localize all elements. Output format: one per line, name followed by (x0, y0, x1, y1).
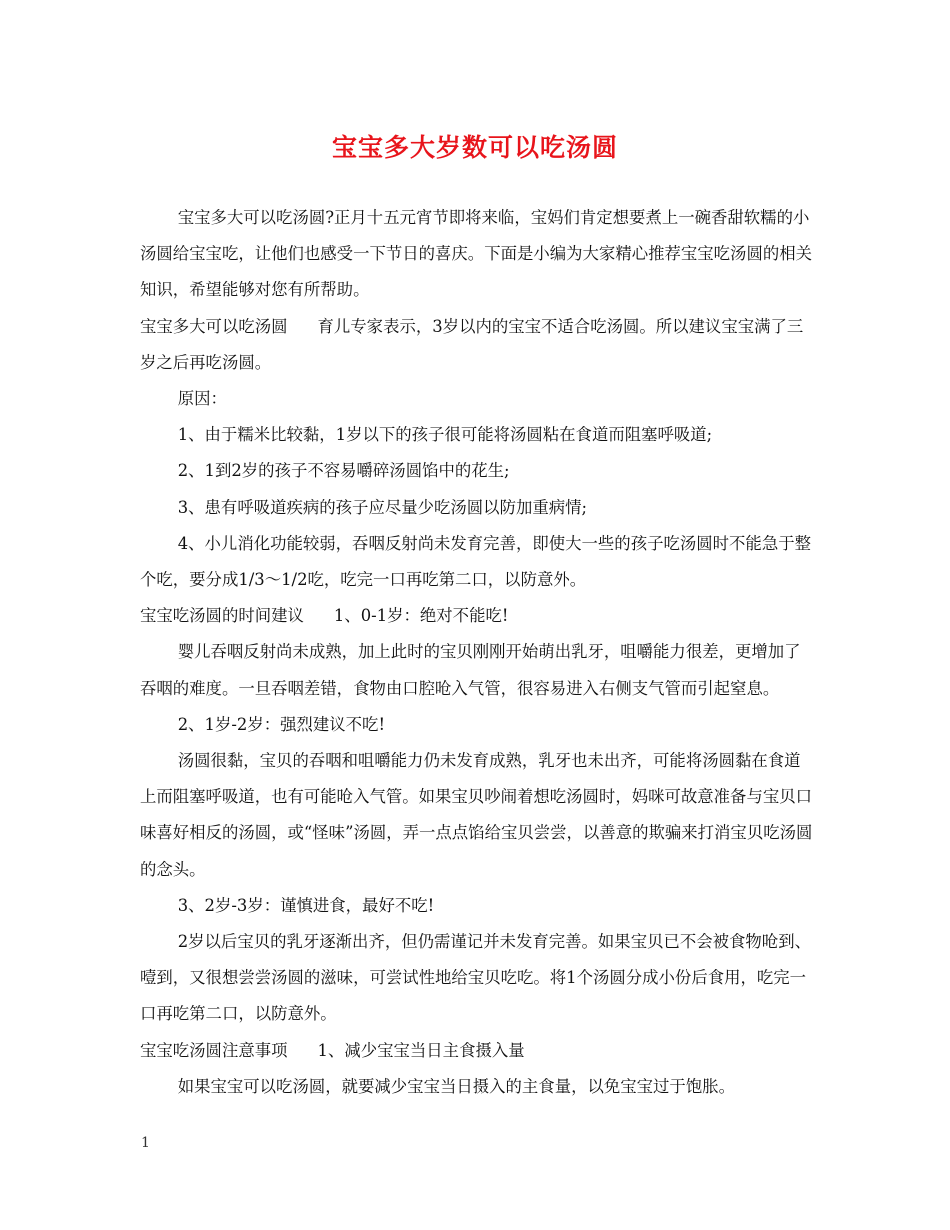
section2-item-1: 1、0-1岁：绝对不能吃! (333, 606, 509, 626)
document-title: 宝宝多大岁数可以吃汤圆 (331, 133, 618, 162)
reason-item-2: 2、1到2岁的孩子不容易嚼碎汤圆馅中的花生; (177, 461, 510, 481)
section2-text-3: 2岁以后宝贝的乳牙逐渐出齐，但仍需谨记并未发育完善。如果宝贝已不会被食物呛到、噎到，又很想尝尝汤圆的滋味，可尝试性地给宝贝吃吃。将1个汤圆分成小份后食用，吃完一口再吃第二口，以防意外。 (140, 932, 811, 1024)
intro-paragraph: 宝宝多大可以吃汤圆?正月十五元宵节即将来临，宝妈们肯定想要煮上一碗香甜软糯的小汤圆给宝宝吃，让他们也感受一下节日的喜庆。下面是小编为大家精心推荐宝宝吃汤圆的相关知识，希望能够对您有所帮助。 (140, 208, 813, 300)
section1-text: 育儿专家表示，3岁以内的宝宝不适合吃汤圆。所以建议宝宝满了三岁之后再吃汤圆。 (140, 316, 804, 372)
section2-paragraph (140, 598, 816, 634)
section2-item-2: 2、1岁-2岁：强烈建议不吃! (177, 714, 386, 734)
page-number: 1 (141, 1135, 150, 1151)
section3-item-1: 1、减少宝宝当日主食摄入量 (317, 1040, 525, 1060)
section2-text-1: 婴儿吞咽反射尚未成熟，加上此时的宝贝刚刚开始萌出乳牙，咀嚼能力很差，更增加了吞咽的难度。一旦吞咽差错，食物由口腔呛入气管，很容易进入右侧支气管而引起窒息。 (140, 642, 801, 698)
section3-heading: 宝宝吃汤圆注意事项 (140, 1040, 288, 1060)
section2-heading: 宝宝吃汤圆的时间建议 (140, 606, 304, 626)
section3-paragraph (140, 1033, 816, 1069)
reason-label: 原因： (177, 389, 227, 409)
reason-item-3: 3、患有呼吸道疾病的孩子应尽量少吃汤圆以防加重病情; (177, 497, 588, 517)
reason-item-4: 4、小儿消化功能较弱，吞咽反射尚未发育完善，即使大一些的孩子吃汤圆时不能急于整个吃，要分成1/3～1/2吃，吃完一口再吃第二口，以防意外。 (140, 533, 811, 590)
section2-text-2: 汤圆很黏，宝贝的吞咽和咀嚼能力仍未发育成熟，乳牙也未出齐，可能将汤圆黏在食道上而阻塞呼吸道，也有可能呛入气管。如果宝贝吵闹着想吃汤圆时，妈咪可故意准备与宝贝口味喜好相反的汤圆，或“怪味”汤圆，弄一点点馅给宝贝尝尝，以善意的欺骗来打消宝贝吃汤圆的念头。 (140, 751, 813, 879)
section3-text-1: 如果宝宝可以吃汤圆，就要减少宝宝当日摄入的主食量，以免宝宝过于饱胀。 (177, 1076, 735, 1096)
section1-heading: 宝宝多大可以吃汤圆 (140, 316, 288, 336)
reason-item-1: 1、由于糯米比较黏，1岁以下的孩子很可能将汤圆粘在食道而阻塞呼吸道; (177, 425, 713, 445)
section1-paragraph (140, 309, 816, 381)
section2-item-3: 3、2岁-3岁：谨慎进食，最好不吃! (177, 895, 435, 915)
document-body (140, 200, 816, 1105)
